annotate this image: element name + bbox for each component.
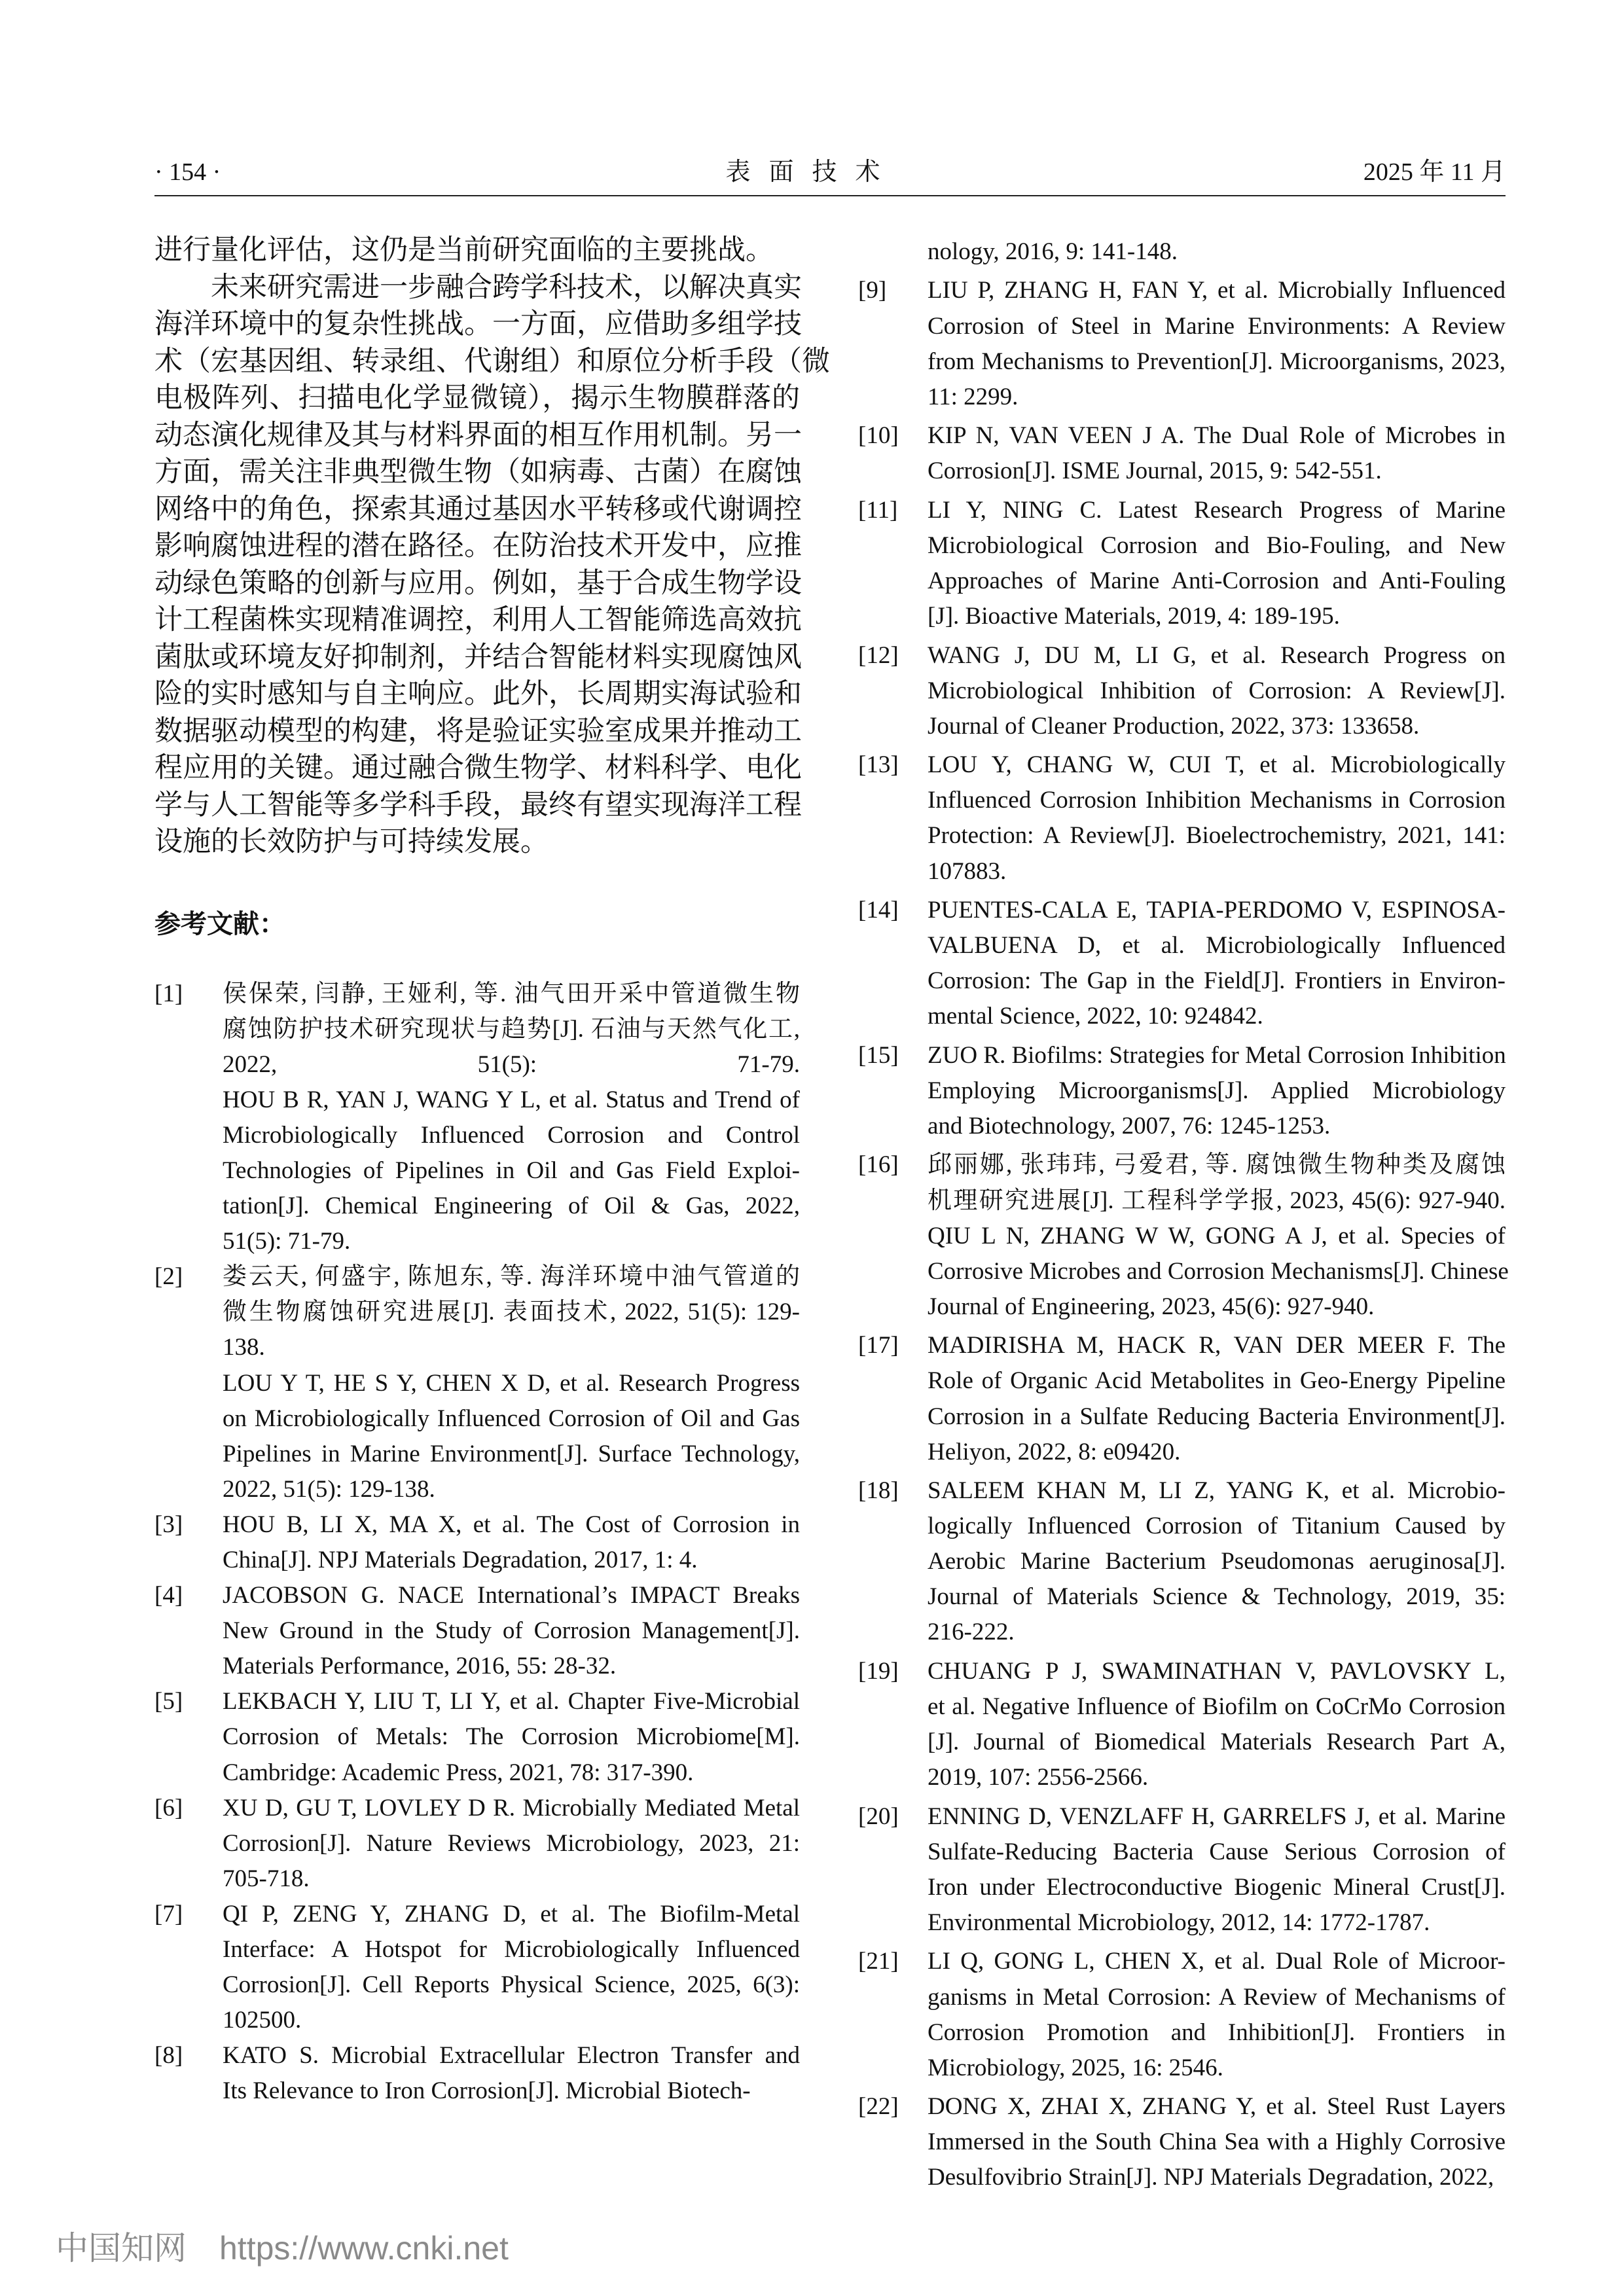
reference-item bbox=[858, 2089, 1506, 2195]
reference-line: Corrosion of Metals: The Corrosion Microbiome[M]. bbox=[223, 1723, 800, 1751]
body-text bbox=[154, 232, 830, 861]
reference-item bbox=[154, 1578, 800, 1684]
text-line: 设施的长效防护与可持续发展。 bbox=[154, 827, 549, 857]
reference-line: LOU Y T, HE S Y, CHEN X D, et al. Research Progress bbox=[223, 1369, 800, 1397]
reference-line: 机理研究进展[J]. 工程科学学报, 2023, 45(6): 927-940. bbox=[928, 1187, 1506, 1214]
reference-line: Approaches of Marine Anti-Corrosion and Anti-Fouling bbox=[928, 567, 1506, 595]
reference-line: ZUO R. Biofilms: Strategies for Metal Corrosion Inhibition bbox=[928, 1041, 1506, 1069]
text-line: 动态演化规律及其与材料界面的相互作用机制。另一 bbox=[154, 420, 802, 451]
reference-line: Materials Performance, 2016, 55: 28-32. bbox=[223, 1653, 617, 1680]
references-heading: 参考文献： bbox=[154, 908, 285, 939]
reference-line: 侯保荣, 闫静, 王娅利, 等. 油气田开采中管道微生物 bbox=[223, 980, 800, 1007]
text-line: 险的实时感知与自主响应。此外，长周期实海试验和 bbox=[154, 679, 802, 709]
journal-title: 表面技术 bbox=[725, 158, 899, 186]
reference-line: logically Influenced Corrosion of Titanium Caused by bbox=[928, 1513, 1506, 1540]
reference-line: Heliyon, 2022, 8: e09420. bbox=[928, 1438, 1181, 1465]
reference-line: Protection: A Review[J]. Bioelectrochemistry, 2021, 141: bbox=[928, 822, 1506, 850]
reference-line: 705-718. bbox=[223, 1865, 310, 1892]
reference-line: Microbiologically Influenced Corrosion and Control bbox=[223, 1121, 800, 1149]
reference-line: HOU B, LI X, MA X, et al. The Cost of Corrosion in bbox=[223, 1511, 800, 1538]
reference-item bbox=[858, 273, 1506, 414]
reference-line: HOU B R, YAN J, WANG Y L, et al. Status and Trend of bbox=[223, 1086, 800, 1113]
reference-number: [2] bbox=[154, 1263, 183, 1291]
reference-line: Corrosion[J]. Cell Reports Physical Science, 2025, 6(3): bbox=[223, 1971, 800, 1999]
reference-line: 2019, 107: 2556-2566. bbox=[928, 1764, 1149, 1791]
reference-item bbox=[858, 1799, 1506, 1941]
reference-number: [13] bbox=[858, 751, 899, 779]
reference-line: Corrosion[J]. ISME Journal, 2015, 9: 542-551. bbox=[928, 457, 1382, 485]
text-line: 计工程菌株实现精准调控，利用人工智能筛选高效抗 bbox=[154, 605, 802, 636]
reference-line: VALBUENA D, et al. Microbiologically Influenced bbox=[928, 932, 1506, 960]
reference-line: Corrosion of Steel in Marine Environments: A Review bbox=[928, 312, 1506, 340]
reference-item bbox=[858, 1944, 1506, 2085]
reference-item bbox=[154, 1897, 800, 2038]
reference-line: Journal of Materials Science & Technology, 2019, 35: bbox=[928, 1583, 1506, 1611]
reference-line: Sulfate-Reducing Bacteria Cause Serious Corrosion of bbox=[928, 1838, 1506, 1865]
reference-line: [J]. Journal of Biomedical Materials Research Part A, bbox=[928, 1729, 1506, 1756]
header-divider bbox=[154, 195, 1506, 196]
reference-number: [3] bbox=[154, 1511, 183, 1538]
reference-line: JACOBSON G. NACE International’s IMPACT Breaks bbox=[223, 1582, 800, 1609]
reference-number: [10] bbox=[858, 422, 899, 450]
reference-line: LI Y, NING C. Latest Research Progress of Marine bbox=[928, 496, 1506, 524]
reference-line: and Biotechnology, 2007, 76: 1245-1253. bbox=[928, 1112, 1331, 1139]
reference-list-left bbox=[154, 977, 800, 2109]
reference-line: SALEEM KHAN M, LI Z, YANG K, et al. Microbio- bbox=[928, 1477, 1506, 1505]
reference-line: QI P, ZENG Y, ZHANG D, et al. The Biofilm-Metal bbox=[223, 1900, 800, 1928]
reference-line: 邱丽娜, 张玮玮, 弓爱君, 等. 腐蚀微生物种类及腐蚀 bbox=[928, 1151, 1506, 1179]
text-line: 程应用的关键。通过融合微生物学、材料科学、电化 bbox=[154, 753, 802, 783]
reference-line: Microbiology, 2025, 16: 2546. bbox=[928, 2054, 1223, 2081]
reference-line: on Microbiologically Influenced Corrosion of Oil and Gas bbox=[223, 1405, 800, 1432]
text-line: 动绿色策略的创新与应用。例如，基于合成生物学设 bbox=[154, 567, 802, 599]
reference-line: Its Relevance to Iron Corrosion[J]. Microbial Biotech- bbox=[223, 2077, 751, 2105]
reference-line: Role of Organic Acid Metabolites in Geo-Energy Pipeline bbox=[928, 1367, 1506, 1395]
reference-line: Iron under Electroconductive Biogenic Mineral Crust[J]. bbox=[928, 1873, 1506, 1901]
reference-line: WANG J, DU M, LI G, et al. Research Progress on bbox=[928, 641, 1506, 669]
reference-list-right bbox=[858, 234, 1509, 2196]
reference-line: XU D, GU T, LOVLEY D R. Microbially Mediated Metal bbox=[223, 1794, 800, 1821]
watermark-logo: 中国知网 bbox=[56, 2230, 187, 2267]
reference-line: nology, 2016, 9: 141-148. bbox=[928, 238, 1178, 265]
reference-line: Corrosion: The Gap in the Field[J]. Frontiers in Environ- bbox=[928, 967, 1506, 995]
reference-item bbox=[858, 1654, 1506, 1795]
reference-line: DONG X, ZHAI X, ZHANG Y, et al. Steel Rust Layers bbox=[928, 2093, 1506, 2121]
reference-line: Immersed in the South China Sea with a Highly Corrosive bbox=[928, 2128, 1506, 2156]
reference-line: LIU P, ZHANG H, FAN Y, et al. Microbially Influenced bbox=[928, 277, 1506, 304]
reference-line: Corrosion in a Sulfate Reducing Bacteria Environment[J]. bbox=[928, 1403, 1506, 1430]
paragraph bbox=[154, 232, 800, 270]
text-line: 海洋环境中的复杂性挑战。一方面，应借助多组学技 bbox=[154, 309, 802, 340]
reference-line: et al. Negative Influence of Biofilm on CoCrMo Corrosion bbox=[928, 1693, 1506, 1721]
reference-number: [5] bbox=[154, 1688, 183, 1715]
reference-number: [16] bbox=[858, 1151, 899, 1179]
text-line: 电极阵列、扫描电化学显微镜），揭示生物膜群落的 bbox=[154, 383, 800, 414]
reference-number: [22] bbox=[858, 2093, 899, 2121]
text-line: 未来研究需进一步融合跨学科技术，以解决真实 bbox=[211, 272, 802, 303]
reference-item bbox=[154, 1791, 800, 1897]
reference-number: [9] bbox=[858, 277, 887, 304]
text-line: 菌肽或环境友好抑制剂，并结合智能材料实现腐蚀风 bbox=[154, 641, 802, 673]
reference-line: Desulfovibrio Strain[J]. NPJ Materials Degradation, 2022, bbox=[928, 2164, 1494, 2191]
reference-line: Interface: A Hotspot for Microbiologically Influenced bbox=[223, 1936, 800, 1964]
reference-item bbox=[858, 493, 1506, 634]
text-line: 术（宏基因组、转录组、代谢组）和原位分析手段（微 bbox=[154, 346, 830, 377]
text-line: 网络中的角色，探索其通过基因水平转移或代谢调控 bbox=[154, 493, 802, 525]
watermark-url: https://www.cnki.net bbox=[219, 2230, 509, 2267]
reference-item bbox=[858, 1328, 1506, 1469]
reference-number: [11] bbox=[858, 496, 898, 524]
reference-number: [6] bbox=[154, 1794, 183, 1821]
reference-line: CHUANG P J, SWAMINATHAN V, PAVLOVSKY L, bbox=[928, 1657, 1506, 1685]
reference-number: [20] bbox=[858, 1803, 899, 1830]
reference-number: [19] bbox=[858, 1657, 899, 1685]
reference-line: 娄云天, 何盛宇, 陈旭东, 等. 海洋环境中油气管道的 bbox=[223, 1263, 800, 1291]
left-column bbox=[154, 232, 830, 2109]
text-line: 学与人工智能等多学科手段，最终有望实现海洋工程 bbox=[154, 789, 802, 821]
issue-date: 2025 年 11 月 bbox=[1363, 158, 1506, 186]
cnki-watermark bbox=[56, 2222, 541, 2269]
reference-line: 腐蚀防护技术研究现状与趋势[J]. 石油与天然气化工, bbox=[223, 1015, 800, 1043]
reference-number: [21] bbox=[858, 1948, 899, 1975]
reference-line: KIP N, VAN VEEN J A. The Dual Role of Microbes in bbox=[928, 422, 1506, 450]
reference-line: Influenced Corrosion Inhibition Mechanisms in Corrosion bbox=[928, 787, 1506, 814]
reference-line: 2022, 51(5): 71-79. bbox=[223, 1050, 800, 1078]
reference-number: [7] bbox=[154, 1900, 183, 1928]
reference-line: Aerobic Marine Bacterium Pseudomonas aeruginosa[J]. bbox=[928, 1548, 1506, 1575]
reference-item bbox=[154, 977, 800, 1260]
reference-number: [4] bbox=[154, 1582, 183, 1609]
reference-number: [17] bbox=[858, 1332, 899, 1359]
reference-line: 107883. bbox=[928, 857, 1007, 885]
reference-line: Environmental Microbiology, 2012, 14: 1772-1787. bbox=[928, 1909, 1430, 1936]
reference-item bbox=[858, 747, 1506, 889]
reference-number: [18] bbox=[858, 1477, 899, 1505]
reference-line: China[J]. NPJ Materials Degradation, 2017, 1: 4. bbox=[223, 1547, 698, 1573]
reference-line: Microbiological Corrosion and Bio-Fouling, and New bbox=[928, 531, 1506, 559]
reference-line: Cambridge: Academic Press, 2021, 78: 317-390. bbox=[223, 1759, 694, 1786]
reference-line: PUENTES-CALA E, TAPIA-PERDOMO V, ESPINOSA- bbox=[928, 897, 1506, 924]
reference-line: 微生物腐蚀研究进展[J]. 表面技术, 2022, 51(5): 129- bbox=[223, 1299, 800, 1326]
reference-line: Corrosion Promotion and Inhibition[J]. Frontiers in bbox=[928, 2018, 1506, 2046]
reference-line: ganisms in Metal Corrosion: A Review of Mechanisms of bbox=[928, 1983, 1506, 2011]
right-column bbox=[858, 234, 1509, 2199]
reference-item bbox=[154, 2038, 800, 2109]
reference-line: tation[J]. Chemical Engineering of Oil & Gas, 2022, bbox=[223, 1193, 800, 1220]
text-line: 数据驱动模型的构建，将是验证实验室成果并推动工 bbox=[154, 715, 802, 747]
reference-line: from Mechanisms to Prevention[J]. Microorganisms, 2023, bbox=[928, 348, 1506, 375]
reference-line: [J]. Bioactive Materials, 2019, 4: 189-195. bbox=[928, 603, 1340, 630]
reference-number: [8] bbox=[154, 2042, 183, 2070]
reference-line: LOU Y, CHANG W, CUI T, et al. Microbiologically bbox=[928, 751, 1506, 779]
reference-line: 51(5): 71-79. bbox=[223, 1228, 351, 1255]
reference-line: Technologies of Pipelines in Oil and Gas Field Exploi- bbox=[223, 1157, 800, 1184]
reference-line: LI Q, GONG L, CHEN X, et al. Dual Role of Microor- bbox=[928, 1948, 1506, 1975]
reference-item bbox=[858, 1147, 1509, 1324]
reference-number: [14] bbox=[858, 897, 899, 924]
reference-item bbox=[154, 1684, 800, 1790]
reference-item bbox=[858, 893, 1506, 1034]
reference-line: 138. bbox=[223, 1334, 265, 1361]
reference-item bbox=[858, 1473, 1506, 1650]
reference-line: Corrosion[J]. Nature Reviews Microbiology, 2023, 21: bbox=[223, 1829, 800, 1857]
reference-line: LEKBACH Y, LIU T, LI Y, et al. Chapter Five-Microbial bbox=[223, 1688, 800, 1715]
reference-line: KATO S. Microbial Extracellular Electron Transfer and bbox=[223, 2042, 800, 2070]
reference-line: 216-222. bbox=[928, 1619, 1015, 1646]
reference-line: Journal of Cleaner Production, 2022, 373: 133658. bbox=[928, 712, 1420, 740]
text-line: 方面，需关注非典型微生物（如病毒、古菌）在腐蚀 bbox=[154, 457, 802, 488]
reference-line: Pipelines in Marine Environment[J]. Surface Technology, bbox=[223, 1440, 800, 1467]
reference-line: ENNING D, VENZLAFF H, GARRELFS J, et al. Marine bbox=[928, 1803, 1506, 1830]
text-line: 进行量化评估，这仍是当前研究面临的主要挑战。 bbox=[154, 235, 774, 266]
reference-number: [1] bbox=[154, 980, 183, 1007]
reference-line: New Ground in the Study of Corrosion Management[J]. bbox=[223, 1617, 800, 1645]
reference-line: Journal of Engineering, 2023, 45(6): 927-940. bbox=[928, 1293, 1375, 1320]
reference-line: 102500. bbox=[223, 2007, 302, 2034]
reference-line: Corrosive Microbes and Corrosion Mechanisms[J]. Chinese bbox=[928, 1257, 1509, 1285]
reference-line: QIU L N, ZHANG W W, GONG A J, et al. Species of bbox=[928, 1222, 1506, 1249]
reference-line: 11: 2299. bbox=[928, 383, 1019, 410]
page-number: · 154 · bbox=[154, 158, 221, 186]
reference-line: Microbiological Inhibition of Corrosion: A Review[J]. bbox=[928, 677, 1506, 704]
reference-item bbox=[858, 418, 1506, 489]
reference-item bbox=[154, 1507, 800, 1578]
reference-number: [12] bbox=[858, 641, 899, 669]
reference-line: 2022, 51(5): 129-138. bbox=[223, 1475, 435, 1503]
reference-item bbox=[858, 638, 1506, 744]
reference-item bbox=[858, 234, 1506, 270]
reference-item bbox=[154, 1259, 800, 1507]
reference-line: Employing Microorganisms[J]. Applied Microbiology bbox=[928, 1077, 1506, 1104]
reference-line: mental Science, 2022, 10: 924842. bbox=[928, 1003, 1263, 1030]
reference-line: MADIRISHA M, HACK R, VAN DER MEER F. The bbox=[928, 1332, 1506, 1359]
reference-item bbox=[858, 1038, 1506, 1144]
paragraph bbox=[154, 270, 830, 861]
reference-number: [15] bbox=[858, 1041, 899, 1069]
text-line: 影响腐蚀进程的潜在路径。在防治技术开发中，应推 bbox=[154, 531, 802, 562]
